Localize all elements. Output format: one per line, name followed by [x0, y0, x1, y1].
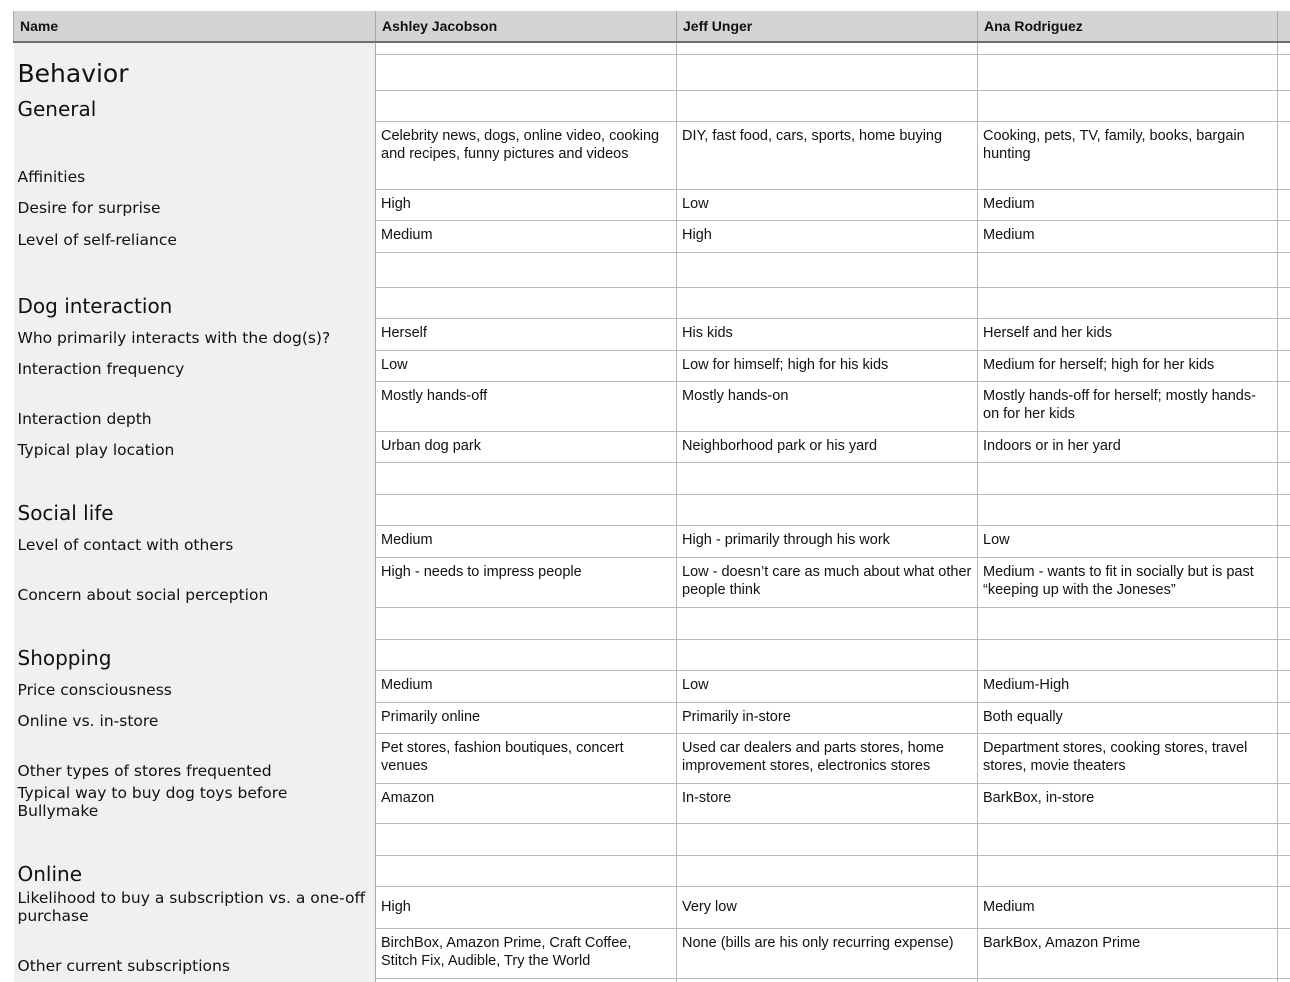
spacer-row — [14, 824, 1290, 856]
table-cell-extra[interactable] — [1278, 221, 1290, 253]
spacer-row — [14, 42, 1290, 55]
table-cell-persona-3[interactable] — [978, 608, 1278, 640]
table-cell-persona-1[interactable]: BirchBox, Amazon Prime, Craft Coffee, Stitch Fix, Audible, Try the World — [376, 929, 677, 979]
table-row — [14, 784, 1290, 824]
table-cell-persona-3[interactable] — [978, 495, 1278, 526]
table-cell-extra[interactable] — [1278, 253, 1290, 288]
row-label[interactable] — [14, 979, 376, 982]
table-cell-extra[interactable] — [1278, 382, 1290, 432]
table-cell-extra[interactable] — [1278, 703, 1290, 734]
table-cell-persona-2[interactable] — [677, 640, 978, 671]
table-cell-persona-2[interactable] — [677, 495, 978, 526]
table-cell-persona-3[interactable]: Medium — [978, 190, 1278, 221]
table-cell-persona-2[interactable]: DIY, fast food, cars, sports, home buying — [677, 122, 978, 190]
row-label[interactable]: Online vs. in-store — [14, 703, 376, 734]
table-cell-persona-1[interactable]: High - needs to impress people — [376, 558, 677, 608]
table-cell-persona-1[interactable]: Low — [376, 351, 677, 382]
table-cell-persona-3[interactable]: Herself and her kids — [978, 319, 1278, 351]
table-cell-persona-3[interactable]: Department stores, cooking stores, travel stores, movie theaters — [978, 734, 1278, 784]
section-row — [14, 495, 1290, 526]
spacer-row — [14, 979, 1290, 982]
table-cell-extra[interactable] — [1278, 190, 1290, 221]
table-cell-persona-3[interactable] — [978, 640, 1278, 671]
table-row — [14, 351, 1290, 382]
table-cell-extra[interactable] — [1278, 463, 1290, 495]
persona-table — [13, 11, 1290, 982]
section-row — [14, 856, 1290, 887]
table-cell-persona-2[interactable]: Low — [677, 671, 978, 703]
table-cell-persona-2[interactable] — [677, 856, 978, 887]
table-cell-extra[interactable] — [1278, 319, 1290, 351]
table-cell-extra[interactable] — [1278, 288, 1290, 319]
table-cell-extra[interactable] — [1278, 784, 1290, 824]
table-cell-extra[interactable] — [1278, 824, 1290, 856]
table-cell-persona-3[interactable] — [978, 824, 1278, 856]
table-cell-persona-2[interactable] — [677, 253, 978, 288]
column-header-persona-2[interactable]: Jeff Unger — [677, 11, 978, 42]
table-cell-persona-1[interactable] — [376, 463, 677, 495]
table-cell-persona-2[interactable] — [677, 979, 978, 982]
table-cell-persona-3[interactable] — [978, 91, 1278, 122]
column-header-persona-3[interactable]: Ana Rodriguez — [978, 11, 1278, 42]
table-cell-persona-1[interactable]: Urban dog park — [376, 432, 677, 463]
row-label[interactable]: Who primarily interacts with the dog(s)? — [14, 319, 376, 351]
table-cell-persona-1[interactable] — [376, 640, 677, 671]
table-cell-persona-2[interactable]: Mostly hands-on — [677, 382, 978, 432]
table-cell-persona-3[interactable]: Mostly hands-off for herself; mostly hands-on for her kids — [978, 382, 1278, 432]
table-cell-persona-3[interactable] — [978, 856, 1278, 887]
section-heading[interactable]: Online — [14, 856, 376, 887]
table-cell-extra[interactable] — [1278, 887, 1290, 929]
table-cell-persona-3[interactable]: Medium - wants to fit in socially but is past “keeping up with the Joneses” — [978, 558, 1278, 608]
section-row — [14, 55, 1290, 91]
table-row — [14, 382, 1290, 432]
row-label[interactable]: Desire for surprise — [14, 190, 376, 221]
table-cell-persona-2[interactable]: Very low — [677, 887, 978, 929]
table-cell-extra[interactable] — [1278, 91, 1290, 122]
table-cell-persona-1[interactable] — [376, 253, 677, 288]
table-cell-persona-1[interactable]: Primarily online — [376, 703, 677, 734]
table-cell-persona-3[interactable]: Medium — [978, 887, 1278, 929]
table-row — [14, 703, 1290, 734]
table-row — [14, 887, 1290, 929]
row-label[interactable]: Affinities — [14, 122, 376, 190]
row-label[interactable]: Level of contact with others — [14, 526, 376, 558]
table-cell-extra[interactable] — [1278, 526, 1290, 558]
table-cell-extra[interactable] — [1278, 42, 1290, 55]
table-cell-persona-2[interactable] — [677, 55, 978, 91]
table-cell-persona-2[interactable] — [677, 42, 978, 55]
table-cell-extra[interactable] — [1278, 608, 1290, 640]
table-body — [14, 42, 1290, 982]
table-cell-persona-3[interactable]: BarkBox, in-store — [978, 784, 1278, 824]
table-cell-persona-2[interactable]: Low - doesn’t care as much about what other people think — [677, 558, 978, 608]
table-cell-persona-1[interactable]: Mostly hands-off — [376, 382, 677, 432]
table-cell-persona-3[interactable] — [978, 42, 1278, 55]
table-cell-extra[interactable] — [1278, 734, 1290, 784]
table-cell-persona-1[interactable] — [376, 824, 677, 856]
table-cell-extra[interactable] — [1278, 671, 1290, 703]
table-cell-persona-1[interactable] — [376, 288, 677, 319]
table-cell-persona-3[interactable]: Medium for herself; high for her kids — [978, 351, 1278, 382]
table-cell-persona-1[interactable] — [376, 856, 677, 887]
table-cell-persona-2[interactable]: Low — [677, 190, 978, 221]
table-cell-persona-2[interactable] — [677, 91, 978, 122]
section-row — [14, 640, 1290, 671]
section-row — [14, 288, 1290, 319]
row-label[interactable]: Typical play location — [14, 432, 376, 463]
table-cell-extra[interactable] — [1278, 558, 1290, 608]
table-cell-persona-3[interactable] — [978, 463, 1278, 495]
table-cell-persona-2[interactable]: In-store — [677, 784, 978, 824]
row-label[interactable] — [14, 42, 376, 55]
table-cell-persona-2[interactable]: High - primarily through his work — [677, 526, 978, 558]
table-cell-persona-1[interactable]: Amazon — [376, 784, 677, 824]
table-cell-persona-3[interactable]: Medium — [978, 221, 1278, 253]
row-label[interactable]: Concern about social perception — [14, 558, 376, 608]
table-cell-persona-3[interactable]: BarkBox, Amazon Prime — [978, 929, 1278, 979]
row-label[interactable]: Interaction depth — [14, 382, 376, 432]
table-cell-persona-1[interactable] — [376, 495, 677, 526]
section-heading[interactable]: General — [14, 91, 376, 122]
table-cell-extra[interactable] — [1278, 122, 1290, 190]
row-label[interactable]: Other types of stores frequented — [14, 734, 376, 784]
table-cell-persona-2[interactable]: His kids — [677, 319, 978, 351]
table-cell-persona-1[interactable] — [376, 91, 677, 122]
row-label[interactable]: Interaction frequency — [14, 351, 376, 382]
header-row — [14, 11, 1290, 42]
section-heading[interactable]: Shopping — [14, 640, 376, 671]
table-cell-persona-2[interactable]: Used car dealers and parts stores, home improvement stores, electronics stores — [677, 734, 978, 784]
table-row — [14, 734, 1290, 784]
table-cell-persona-1[interactable]: Medium — [376, 221, 677, 253]
table-cell-extra[interactable] — [1278, 640, 1290, 671]
table-row — [14, 432, 1290, 463]
table-cell-persona-2[interactable] — [677, 288, 978, 319]
spacer-row — [14, 463, 1290, 495]
column-header-persona-1[interactable]: Ashley Jacobson — [376, 11, 677, 42]
row-label[interactable] — [14, 253, 376, 288]
table-cell-persona-3[interactable]: Medium-High — [978, 671, 1278, 703]
table-cell-persona-3[interactable] — [978, 979, 1278, 982]
table-cell-persona-2[interactable] — [677, 824, 978, 856]
table-cell-persona-1[interactable]: Pet stores, fashion boutiques, concert venues — [376, 734, 677, 784]
section-row — [14, 91, 1290, 122]
table-cell-persona-1[interactable]: Celebrity news, dogs, online video, cooking and recipes, funny pictures and videos — [376, 122, 677, 190]
row-label[interactable]: Price consciousness — [14, 671, 376, 703]
table-cell-persona-3[interactable]: Low — [978, 526, 1278, 558]
table-cell-persona-1[interactable]: Herself — [376, 319, 677, 351]
table-cell-persona-1[interactable] — [376, 608, 677, 640]
table-row — [14, 190, 1290, 221]
table-cell-persona-3[interactable]: Both equally — [978, 703, 1278, 734]
section-heading[interactable]: Dog interaction — [14, 288, 376, 319]
table-cell-extra[interactable] — [1278, 856, 1290, 887]
table-row — [14, 929, 1290, 979]
row-label[interactable]: Typical way to buy dog toys before Bullymake — [14, 784, 376, 824]
spacer-row — [14, 608, 1290, 640]
table-cell-persona-1[interactable] — [376, 979, 677, 982]
table-cell-persona-3[interactable]: Indoors or in her yard — [978, 432, 1278, 463]
table-cell-extra[interactable] — [1278, 432, 1290, 463]
row-label[interactable] — [14, 824, 376, 856]
column-header-name[interactable]: Name — [14, 11, 376, 42]
table-cell-persona-2[interactable]: None (bills are his only recurring expense) — [677, 929, 978, 979]
table-cell-extra[interactable] — [1278, 351, 1290, 382]
table-cell-extra[interactable] — [1278, 979, 1290, 982]
table-cell-persona-3[interactable] — [978, 288, 1278, 319]
table-cell-persona-2[interactable] — [677, 608, 978, 640]
section-heading[interactable]: Social life — [14, 495, 376, 526]
table-cell-extra[interactable] — [1278, 495, 1290, 526]
table-row — [14, 526, 1290, 558]
table-cell-persona-1[interactable] — [376, 55, 677, 91]
row-label[interactable]: Likelihood to buy a subscription vs. a one-off purchase — [14, 887, 376, 929]
persona-spreadsheet — [13, 11, 1290, 982]
table-cell-persona-1[interactable]: High — [376, 190, 677, 221]
table-cell-persona-3[interactable]: Cooking, pets, TV, family, books, bargain hunting — [978, 122, 1278, 190]
table-row — [14, 671, 1290, 703]
table-row — [14, 122, 1290, 190]
table-cell-persona-2[interactable] — [677, 463, 978, 495]
row-label[interactable]: Level of self-reliance — [14, 221, 376, 253]
spacer-row — [14, 253, 1290, 288]
row-label[interactable]: Other current subscriptions — [14, 929, 376, 979]
column-header-extra[interactable] — [1278, 11, 1290, 42]
table-cell-persona-2[interactable]: Primarily in-store — [677, 703, 978, 734]
table-cell-persona-1[interactable]: Medium — [376, 671, 677, 703]
table-row — [14, 319, 1290, 351]
table-cell-persona-2[interactable]: Low for himself; high for his kids — [677, 351, 978, 382]
table-cell-extra[interactable] — [1278, 55, 1290, 91]
row-label[interactable] — [14, 608, 376, 640]
section-heading[interactable]: Behavior — [14, 55, 376, 91]
table-cell-extra[interactable] — [1278, 929, 1290, 979]
table-cell-persona-3[interactable] — [978, 55, 1278, 91]
table-row — [14, 221, 1290, 253]
table-cell-persona-2[interactable]: High — [677, 221, 978, 253]
table-cell-persona-3[interactable] — [978, 253, 1278, 288]
table-cell-persona-1[interactable]: High — [376, 887, 677, 929]
table-cell-persona-1[interactable] — [376, 42, 677, 55]
table-cell-persona-1[interactable]: Medium — [376, 526, 677, 558]
table-cell-persona-2[interactable]: Neighborhood park or his yard — [677, 432, 978, 463]
table-row — [14, 558, 1290, 608]
row-label[interactable] — [14, 463, 376, 495]
